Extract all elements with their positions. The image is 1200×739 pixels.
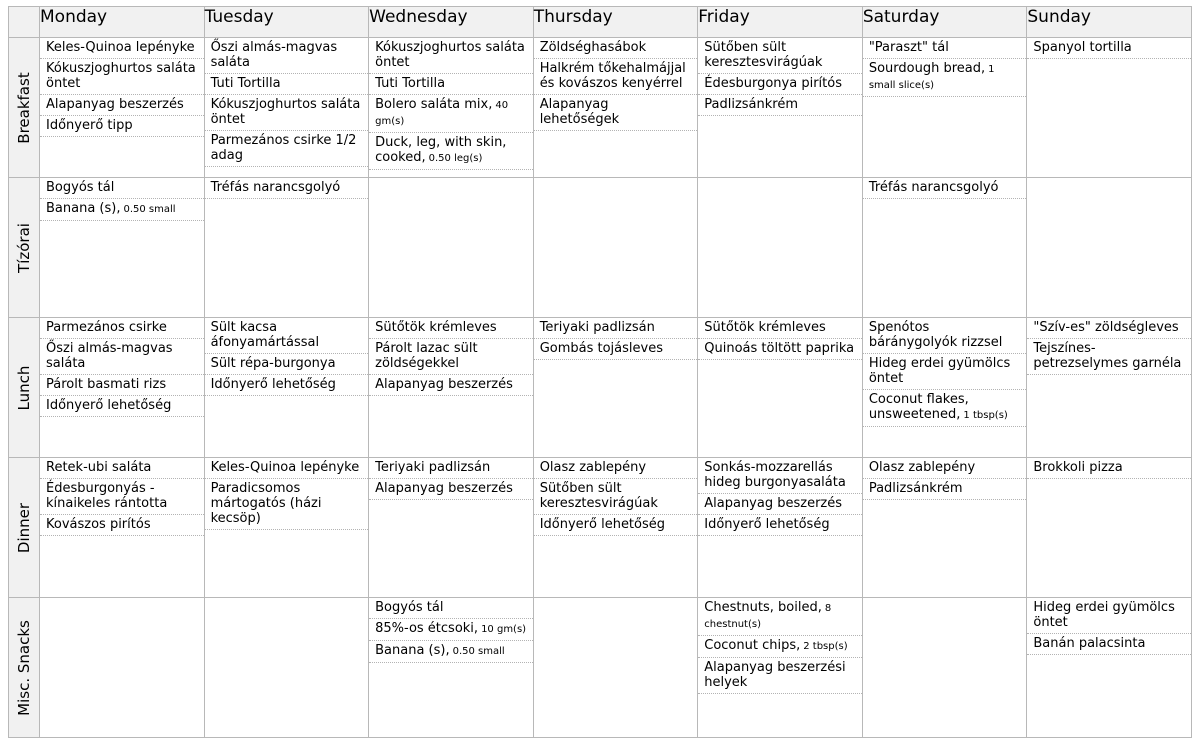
meal-cell[interactable]	[204, 598, 369, 738]
meal-cell-items	[698, 178, 862, 317]
meal-cell[interactable]	[698, 598, 863, 738]
food-item[interactable]	[40, 199, 204, 221]
food-item-name: Keles-Quinoa lepényke	[210, 460, 360, 475]
food-item[interactable]	[1027, 634, 1191, 655]
food-item-name: Halkrém tőkehalmájjal és kovászos kenyérrel	[539, 61, 686, 91]
meal-cell[interactable]	[698, 178, 863, 318]
meal-cell[interactable]	[533, 598, 698, 738]
day-header: Tuesday	[204, 7, 369, 38]
meal-label: Misc. Snacks	[15, 619, 33, 716]
food-item-name: Hideg erdei gyümölcs öntet	[1033, 600, 1175, 630]
meal-cell-items	[534, 458, 698, 597]
food-item[interactable]	[1027, 38, 1191, 59]
meal-rows	[9, 38, 1192, 738]
meal-cell-items	[534, 318, 698, 457]
food-item-name: Alapanyag beszerzés	[704, 496, 843, 511]
meal-cell-items	[205, 458, 369, 597]
food-item-name: Parmezános csirke	[46, 320, 167, 335]
food-item[interactable]	[369, 375, 533, 396]
meal-cell-items	[698, 318, 862, 457]
food-item[interactable]	[698, 494, 862, 515]
meal-cell[interactable]	[533, 38, 698, 178]
day-header: Thursday	[533, 7, 698, 38]
meal-cell-items	[534, 38, 698, 177]
food-item[interactable]	[534, 95, 698, 131]
food-item-name: Időnyerő lehetőség	[704, 517, 830, 532]
food-item[interactable]	[205, 74, 369, 95]
food-item-name: Sült répa-burgonya	[210, 356, 336, 371]
food-item-name: Coconut flakes, unsweetened,	[868, 392, 969, 422]
food-item-name: Időnyerő lehetőség	[210, 377, 336, 392]
food-item-name: Paradicsomos mártogatós (házi kecsöp)	[210, 481, 322, 526]
meal-cell[interactable]	[533, 458, 698, 598]
meal-label-cell	[9, 598, 40, 738]
food-item[interactable]	[369, 95, 533, 133]
food-item[interactable]	[863, 390, 1027, 427]
food-item[interactable]	[534, 515, 698, 536]
food-item[interactable]	[863, 38, 1027, 59]
food-item[interactable]	[698, 458, 862, 494]
meal-label: Lunch	[15, 365, 33, 410]
meal-cell-items	[1027, 458, 1191, 597]
food-item[interactable]	[205, 375, 369, 396]
meal-cell-items	[534, 178, 698, 317]
meal-cell[interactable]	[1027, 458, 1192, 598]
food-item[interactable]	[863, 479, 1027, 500]
food-item[interactable]	[534, 318, 698, 339]
meal-cell[interactable]	[369, 178, 534, 318]
meal-cell[interactable]	[862, 318, 1027, 458]
food-item[interactable]	[205, 178, 369, 199]
food-item-quantity: 0.50 small	[452, 646, 505, 657]
day-header: Saturday	[862, 7, 1027, 38]
meal-cell-items	[40, 178, 204, 317]
food-item[interactable]	[698, 318, 862, 339]
meal-cell-items	[1027, 178, 1191, 317]
meal-cell-items	[369, 178, 533, 317]
meal-cell-items	[1027, 598, 1191, 737]
food-item-name: Időnyerő lehetőség	[539, 517, 666, 532]
food-item-name: Olasz zablepény	[539, 460, 647, 475]
meal-label: Tízórai	[15, 222, 33, 273]
meal-cell-items	[369, 598, 533, 737]
food-item-name: Kókuszjoghurtos saláta öntet	[210, 97, 361, 127]
food-item-name: Alapanyag beszerzés	[375, 377, 513, 392]
food-item-quantity: 8 chestnut(s)	[704, 603, 832, 630]
food-item[interactable]	[205, 95, 369, 131]
meal-cell[interactable]	[40, 38, 205, 178]
food-item-quantity: 1 tbsp(s)	[963, 410, 1008, 421]
food-item-quantity: 0.50 small	[123, 204, 176, 215]
meal-cell[interactable]	[204, 318, 369, 458]
meal-label: Breakfast	[15, 71, 33, 144]
food-item-name: Olasz zablepény	[868, 460, 976, 475]
meal-cell[interactable]	[1027, 178, 1192, 318]
food-item-name: Teriyaki padlizsán	[375, 460, 491, 475]
food-item[interactable]	[40, 396, 204, 417]
food-item-name: Tejszínes-petrezselymes garnéla	[1033, 341, 1182, 371]
meal-cell-items	[205, 318, 369, 457]
meal-cell-items	[205, 38, 369, 177]
meal-cell[interactable]	[698, 38, 863, 178]
meal-row	[9, 178, 1192, 318]
food-item-name: Sütőtök krémleves	[375, 320, 497, 335]
food-item-name: Coconut chips,	[704, 638, 801, 653]
food-item[interactable]	[369, 133, 533, 170]
food-item[interactable]	[369, 74, 533, 95]
meal-cell[interactable]	[533, 178, 698, 318]
food-item[interactable]	[698, 339, 862, 360]
food-item[interactable]	[534, 59, 698, 95]
meal-cell[interactable]	[862, 38, 1027, 178]
food-item-name: Alapanyag lehetőségek	[539, 97, 620, 127]
food-item-name: Tuti Tortilla	[375, 76, 446, 91]
food-item[interactable]	[698, 95, 862, 116]
food-item[interactable]	[698, 598, 862, 636]
meal-row	[9, 598, 1192, 738]
food-item-name: Párolt basmati rizs	[46, 377, 167, 392]
meal-row	[9, 318, 1192, 458]
food-item[interactable]	[863, 354, 1027, 390]
food-item[interactable]	[40, 59, 204, 95]
meal-cell-items	[40, 318, 204, 457]
food-item-name: Őszi almás-magvas saláta	[46, 341, 173, 371]
food-item-name: Bogyós tál	[375, 600, 444, 615]
meal-label-cell	[9, 458, 40, 598]
food-item-quantity: 40 gm(s)	[375, 100, 509, 127]
meal-cell[interactable]	[698, 458, 863, 598]
food-item-name: Kókuszjoghurtos saláta öntet	[375, 40, 525, 70]
food-item-name: Időnyerő tipp	[46, 118, 133, 133]
meal-cell[interactable]	[204, 178, 369, 318]
food-item-name: Őszi almás-magvas saláta	[210, 40, 338, 70]
food-item-name: Bolero saláta mix,	[375, 97, 493, 112]
meal-row	[9, 458, 1192, 598]
meal-cell-items	[863, 598, 1027, 737]
food-item-name: Gombás tojásleves	[539, 341, 663, 356]
food-item[interactable]	[698, 636, 862, 658]
food-item[interactable]	[863, 178, 1027, 199]
food-item-name: Sütőtök krémleves	[704, 320, 826, 335]
food-item-name: Hideg erdei gyümölcs öntet	[868, 356, 1011, 386]
food-item[interactable]	[534, 339, 698, 360]
food-item[interactable]	[40, 479, 204, 515]
food-item-quantity: 1 small slice(s)	[868, 64, 995, 91]
food-item[interactable]	[863, 59, 1027, 97]
food-item[interactable]	[698, 74, 862, 95]
food-item[interactable]	[863, 458, 1027, 479]
food-item[interactable]	[698, 515, 862, 536]
food-item-name: "Szív-es" zöldségleves	[1033, 320, 1179, 335]
meal-cell[interactable]	[862, 178, 1027, 318]
meal-cell-items	[863, 178, 1027, 317]
meal-cell-items	[698, 598, 862, 737]
food-item-name: Chestnuts, boiled,	[704, 600, 822, 615]
food-item[interactable]	[369, 641, 533, 663]
food-item[interactable]	[534, 458, 698, 479]
food-item-name: 85%-os étcsoki,	[375, 621, 479, 636]
meal-cell[interactable]	[369, 598, 534, 738]
food-item[interactable]	[369, 339, 533, 375]
food-item-name: Sourdough bread,	[868, 61, 986, 76]
meal-label-cell	[9, 178, 40, 318]
meal-cell[interactable]	[40, 458, 205, 598]
food-item-quantity: 10 gm(s)	[481, 624, 527, 635]
corner-cell	[9, 7, 40, 38]
meal-cell[interactable]	[369, 38, 534, 178]
meal-cell-items	[40, 458, 204, 597]
food-item-name: Édesburgonyás - kínaikeles rántotta	[46, 481, 168, 511]
food-item-name: Zöldséghasábok	[539, 40, 647, 55]
meal-cell[interactable]	[369, 318, 534, 458]
food-item[interactable]	[369, 38, 533, 74]
meal-cell[interactable]	[1027, 598, 1192, 738]
food-item[interactable]	[205, 458, 369, 479]
food-item[interactable]	[205, 354, 369, 375]
meal-cell-items	[534, 598, 698, 737]
food-item[interactable]	[40, 458, 204, 479]
food-item-name: Duck, leg, with skin, cooked,	[375, 135, 507, 165]
food-item-name: "Paraszt" tál	[868, 40, 949, 55]
meal-cell-items	[863, 38, 1027, 177]
meal-cell[interactable]	[369, 458, 534, 598]
meal-cell-items	[1027, 38, 1191, 177]
food-item-quantity: 0.50 leg(s)	[428, 153, 483, 164]
food-item[interactable]	[40, 38, 204, 59]
meal-cell-items	[369, 458, 533, 597]
food-item-name: Időnyerő lehetőség	[46, 398, 172, 413]
food-item-name: Spanyol tortilla	[1033, 40, 1132, 55]
food-item-name: Keles-Quinoa lepényke	[46, 40, 195, 55]
meal-label: Dinner	[15, 502, 33, 553]
food-item[interactable]	[369, 318, 533, 339]
meal-cell[interactable]	[698, 318, 863, 458]
food-item-name: Spenótos báránygolyók rizzsel	[868, 320, 1003, 350]
food-item-name: Alapanyag beszerzés	[375, 481, 513, 496]
food-item[interactable]	[40, 318, 204, 339]
meal-cell[interactable]	[204, 38, 369, 178]
food-item-name: Banana (s),	[46, 201, 121, 216]
food-item-name: Teriyaki padlizsán	[539, 320, 655, 335]
food-item[interactable]	[40, 375, 204, 396]
food-item[interactable]	[205, 318, 369, 354]
meal-cell[interactable]	[40, 178, 205, 318]
food-item-name: Sütőben sült keresztesvirágúak	[704, 40, 823, 70]
food-item[interactable]	[698, 658, 862, 694]
food-item-name: Párolt lazac sült zöldségekkel	[375, 341, 478, 371]
food-item-name: Parmezános csirke 1/2 adag	[210, 133, 357, 163]
food-item[interactable]	[534, 479, 698, 515]
meal-cell[interactable]	[1027, 318, 1192, 458]
meal-cell[interactable]	[40, 318, 205, 458]
food-item[interactable]	[1027, 339, 1191, 375]
day-header: Monday	[40, 7, 205, 38]
meal-cell[interactable]	[1027, 38, 1192, 178]
food-item[interactable]	[40, 178, 204, 199]
meal-cell-items	[1027, 318, 1191, 457]
meal-cell-items	[205, 598, 369, 737]
food-item[interactable]	[369, 458, 533, 479]
food-item[interactable]	[205, 479, 369, 530]
meal-cell[interactable]	[533, 318, 698, 458]
meal-cell[interactable]	[862, 598, 1027, 738]
meal-label-cell	[9, 318, 40, 458]
meal-cell-items	[40, 598, 204, 737]
meal-cell-items	[863, 458, 1027, 597]
food-item-name: Édesburgonya pirítós	[704, 76, 842, 91]
day-header: Wednesday	[369, 7, 534, 38]
food-item-quantity: 2 tbsp(s)	[803, 641, 848, 652]
food-item[interactable]	[40, 116, 204, 137]
food-item-name: Banana (s),	[375, 643, 450, 658]
meal-planner	[8, 6, 1192, 736]
meal-cell[interactable]	[862, 458, 1027, 598]
food-item-name: Quinoás töltött paprika	[704, 341, 855, 356]
meal-cell-items	[369, 318, 533, 457]
food-item[interactable]	[40, 339, 204, 375]
food-item-name: Alapanyag beszerzés	[46, 97, 184, 112]
meal-cell-items	[863, 318, 1027, 457]
meal-cell-items	[369, 38, 533, 177]
food-item-name: Padlizsánkrém	[868, 481, 963, 496]
food-item-name: Sült kacsa áfonyamártással	[210, 320, 320, 350]
food-item-name: Kovászos pirítós	[46, 517, 151, 532]
food-item[interactable]	[1027, 598, 1191, 634]
food-item-name: Banán palacsinta	[1033, 636, 1146, 651]
food-item[interactable]	[369, 619, 533, 641]
meal-cell-items	[698, 38, 862, 177]
food-item-name: Bogyós tál	[46, 180, 115, 195]
food-item[interactable]	[40, 515, 204, 536]
meal-cell-items	[205, 178, 369, 317]
food-item[interactable]	[863, 318, 1027, 354]
food-item[interactable]	[534, 38, 698, 59]
meal-cell-items	[698, 458, 862, 597]
food-item[interactable]	[369, 598, 533, 619]
food-item-name: Retek-ubi saláta	[46, 460, 152, 475]
food-item[interactable]	[698, 38, 862, 74]
meal-label-cell	[9, 38, 40, 178]
day-header-row	[9, 7, 1192, 38]
food-item-name: Tréfás narancsgolyó	[210, 180, 341, 195]
food-item[interactable]	[205, 38, 369, 74]
day-header: Friday	[698, 7, 863, 38]
food-item-name: Sütőben sült keresztesvirágúak	[539, 481, 658, 511]
food-item-name: Tréfás narancsgolyó	[868, 180, 999, 195]
food-item-name: Tuti Tortilla	[210, 76, 281, 91]
food-item-name: Brokkoli pizza	[1033, 460, 1123, 475]
food-item[interactable]	[1027, 458, 1191, 479]
food-item-name: Sonkás-mozzarellás hideg burgonyasaláta	[704, 460, 846, 490]
meal-cell-items	[40, 38, 204, 177]
food-item-name: Alapanyag beszerzési helyek	[704, 660, 846, 690]
meal-cell[interactable]	[40, 598, 205, 738]
meal-row	[9, 38, 1192, 178]
food-item-name: Kókuszjoghurtos saláta öntet	[46, 61, 196, 91]
day-header: Sunday	[1027, 7, 1192, 38]
food-item[interactable]	[40, 95, 204, 116]
meal-cell[interactable]	[204, 458, 369, 598]
food-item[interactable]	[1027, 318, 1191, 339]
meal-plan-grid	[8, 6, 1192, 738]
food-item[interactable]	[205, 131, 369, 167]
food-item[interactable]	[369, 479, 533, 500]
food-item-name: Padlizsánkrém	[704, 97, 798, 112]
